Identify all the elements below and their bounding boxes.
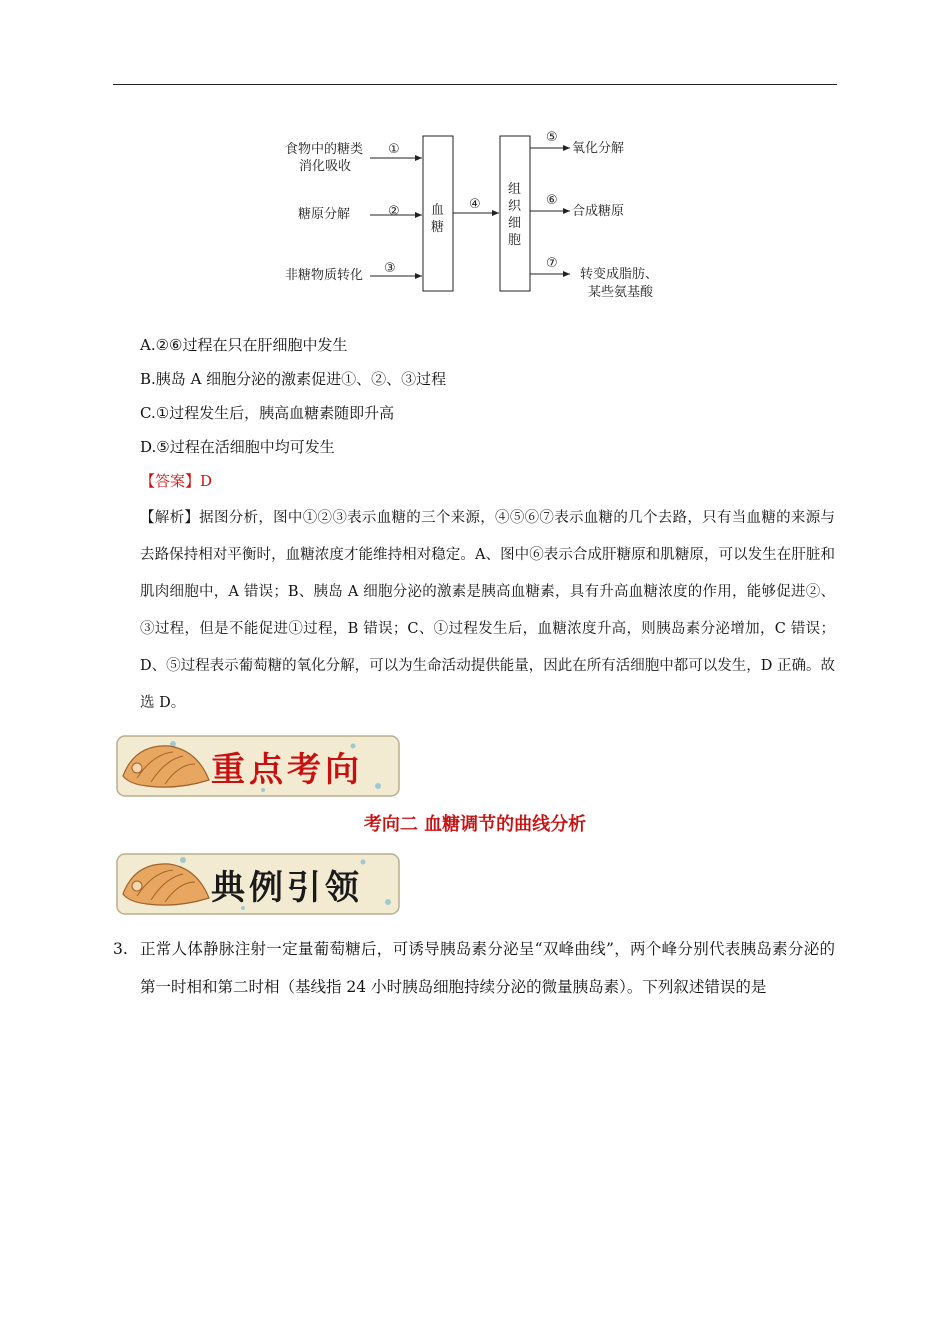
output-5-label: 氧化分解 <box>572 141 625 156</box>
option-c-text: ①过程发生后，胰高血糖素随即升高 <box>155 404 395 422</box>
blood-sugar-diagram <box>270 128 690 308</box>
option-c-label: C. <box>140 404 156 422</box>
option-a-label: A. <box>140 336 156 354</box>
output-6-label: 合成糖原 <box>572 204 625 219</box>
answer-value: D <box>200 472 213 490</box>
source-3-line1: 非糖物质转化 <box>285 268 364 283</box>
tissue-cell-char-4: 胞 <box>508 233 522 248</box>
output-7-line2: 某些氨基酸 <box>588 285 654 300</box>
option-b-text: 胰岛 A 细胞分泌的激素促进①、②、③过程 <box>155 370 447 388</box>
output-7-num: ⑦ <box>546 256 558 271</box>
question-3 <box>113 930 835 1006</box>
section-title: 考向二 血糖调节的曲线分析 <box>363 814 587 835</box>
option-d-text: ⑤过程在活细胞中均可发生 <box>156 438 335 456</box>
option-d-label: D. <box>140 438 157 456</box>
shell-icon <box>117 854 213 914</box>
tissue-cell-char-3: 细 <box>508 216 522 231</box>
header-rule <box>113 84 837 85</box>
output-5-num: ⑤ <box>546 130 558 145</box>
option-b-label: B. <box>140 370 156 388</box>
shell-icon <box>117 736 213 796</box>
banner-2-text: 典例引领 <box>211 868 363 908</box>
option-b <box>140 369 446 389</box>
source-2-num: ② <box>388 204 400 219</box>
example-banner <box>113 848 403 920</box>
tissue-cell-char-2: 织 <box>508 199 522 214</box>
output-7-line1: 转变成脂肪、 <box>580 267 659 282</box>
source-2-line1: 糖原分解 <box>298 207 351 222</box>
source-1-line1: 食物中的糖类 <box>285 142 364 157</box>
source-3-num: ③ <box>384 261 396 276</box>
tissue-cell-char-1: 组 <box>508 182 522 197</box>
middle-num: ④ <box>469 197 481 212</box>
option-d <box>140 437 335 457</box>
source-1-line2: 消化吸收 <box>299 159 352 174</box>
question-number: 3. <box>113 940 128 958</box>
answer-line <box>140 470 212 491</box>
answer-tag: 【答案】 <box>140 472 201 490</box>
output-6-num: ⑥ <box>546 193 558 208</box>
option-a-text: ②⑥过程在只在肝细胞中发生 <box>155 336 348 354</box>
blood-sugar-char-1: 血 <box>431 203 445 218</box>
key-direction-banner <box>113 730 403 802</box>
banner-1-text: 重点考向 <box>211 750 363 790</box>
option-a <box>140 335 348 355</box>
analysis-paragraph: 【解析】据图分析，图中①②③表示血糖的三个来源，④⑤⑥⑦表示血糖的几个去路，只有当血糖的来源与去路保持相对平衡时，血糖浓度才能维持相对稳定。A、图中⑥表示合成肝糖原和肌糖原，可以发生在肝脏和肌肉细胞中，A 错误；B、胰岛 A 细胞分泌的激素是胰高血糖素，具有升高血糖浓度的作用，能够促进②、③过程，但是不能促进①过程，B 错误；C、①过程发生后，血糖浓度升高，则胰岛素分泌增加，C 错误；D、⑤过程表示葡萄糖的氧化分解，可以为生命活动提供能量，因此在所有活细胞中都可以发生，D 正确。故选 D。 <box>140 510 835 711</box>
question-text: 正常人体静脉注射一定量葡萄糖后，可诱导胰岛素分泌呈“双峰曲线”，两个峰分别代表胰岛素分泌的第一时相和第二时相（基线指 24 小时胰岛细胞持续分泌的微量胰岛素）。下列叙述错误的是 <box>140 940 835 996</box>
source-1-num: ① <box>388 142 400 157</box>
option-c <box>140 403 394 423</box>
blood-sugar-char-2: 糖 <box>431 220 445 235</box>
